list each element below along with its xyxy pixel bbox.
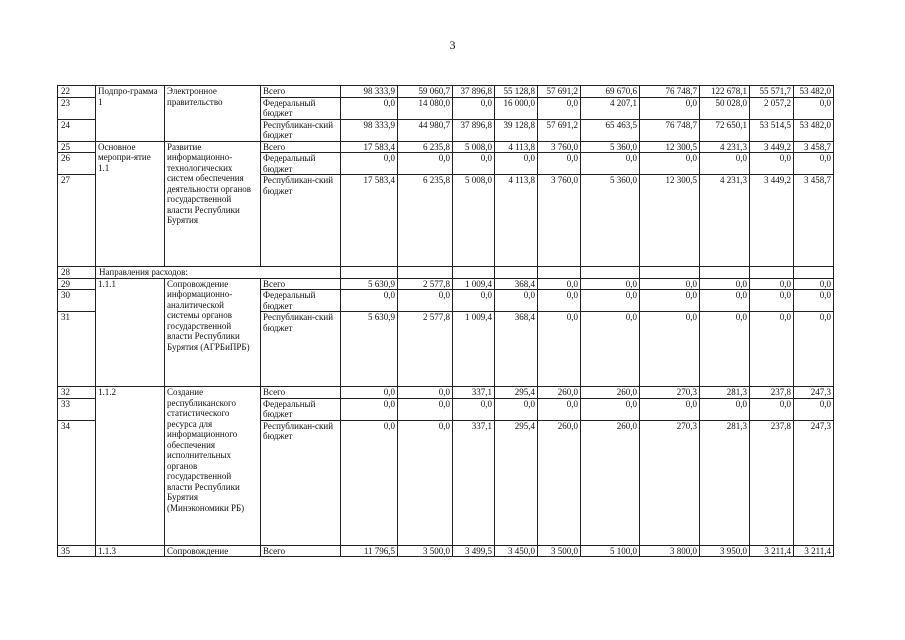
funding-source: Федеральный бюджет xyxy=(261,97,341,119)
amount-cell: 0,0 xyxy=(453,290,495,312)
amount-cell: 295,4 xyxy=(495,387,538,399)
budget-table xyxy=(57,85,834,557)
amount-cell: 3 458,7 xyxy=(794,141,834,153)
amount-cell: 0,0 xyxy=(640,97,700,119)
amount-cell: 2 577,8 xyxy=(398,278,453,290)
amount-cell: 0,0 xyxy=(341,420,398,545)
amount-cell: 281,3 xyxy=(700,420,750,545)
amount-cell: 53 482,0 xyxy=(794,86,834,98)
amount-cell: 0,0 xyxy=(398,398,453,420)
amount-cell: 0,0 xyxy=(341,290,398,312)
funding-source: Всего xyxy=(261,387,341,399)
amount-cell: 237,8 xyxy=(750,387,794,399)
section-heading: Направления расходов: xyxy=(96,267,341,279)
amount-cell: 237,8 xyxy=(750,420,794,545)
amount-cell: 3 800,0 xyxy=(640,545,700,557)
program-name: Сопровождение xyxy=(165,545,261,557)
amount-cell: 4 113,8 xyxy=(495,141,538,153)
row-number: 33 xyxy=(58,398,96,420)
amount-cell: 3 500,0 xyxy=(538,545,581,557)
amount-cell: 0,0 xyxy=(640,398,700,420)
amount-cell: 0,0 xyxy=(453,97,495,119)
amount-cell: 5 008,0 xyxy=(453,175,495,267)
empty-cell xyxy=(453,267,495,279)
amount-cell: 0,0 xyxy=(750,312,794,387)
funding-source: Республикан-ский бюджет xyxy=(261,175,341,267)
program-name: Развитие информационно-технологических систем обеспечения деятельности органов государственной власти Республики Бурятия xyxy=(165,141,261,267)
amount-cell: 295,4 xyxy=(495,420,538,545)
amount-cell: 57 691,2 xyxy=(538,119,581,141)
amount-cell: 0,0 xyxy=(794,278,834,290)
amount-cell: 247,3 xyxy=(794,420,834,545)
row-number: 27 xyxy=(58,175,96,267)
row-number: 30 xyxy=(58,290,96,312)
program-code: Основное меропри-ятие 1.1 xyxy=(96,141,165,267)
amount-cell: 0,0 xyxy=(453,153,495,175)
row-number: 25 xyxy=(58,141,96,153)
amount-cell: 14 080,0 xyxy=(398,97,453,119)
empty-cell xyxy=(640,267,700,279)
amount-cell: 69 670,6 xyxy=(581,86,640,98)
amount-cell: 12 300,5 xyxy=(640,141,700,153)
budget-table-body xyxy=(58,86,834,557)
amount-cell: 76 748,7 xyxy=(640,119,700,141)
amount-cell: 0,0 xyxy=(640,290,700,312)
amount-cell: 368,4 xyxy=(495,278,538,290)
amount-cell: 6 235,8 xyxy=(398,175,453,267)
amount-cell: 98 333,9 xyxy=(341,86,398,98)
amount-cell: 6 235,8 xyxy=(398,141,453,153)
empty-cell xyxy=(538,267,581,279)
table-row xyxy=(58,387,834,399)
amount-cell: 0,0 xyxy=(495,153,538,175)
row-number: 34 xyxy=(58,420,96,545)
amount-cell: 0,0 xyxy=(640,278,700,290)
amount-cell: 76 748,7 xyxy=(640,86,700,98)
amount-cell: 247,3 xyxy=(794,387,834,399)
amount-cell: 3 211,4 xyxy=(750,545,794,557)
amount-cell: 5 100,0 xyxy=(581,545,640,557)
amount-cell: 37 896,8 xyxy=(453,119,495,141)
row-number: 22 xyxy=(58,86,96,98)
row-number: 29 xyxy=(58,278,96,290)
funding-source: Всего xyxy=(261,278,341,290)
amount-cell: 0,0 xyxy=(538,398,581,420)
amount-cell: 0,0 xyxy=(581,312,640,387)
amount-cell: 281,3 xyxy=(700,387,750,399)
amount-cell: 270,3 xyxy=(640,420,700,545)
amount-cell: 0,0 xyxy=(700,312,750,387)
amount-cell: 3 449,2 xyxy=(750,175,794,267)
funding-source: Республикан-ский бюджет xyxy=(261,420,341,545)
amount-cell: 5 008,0 xyxy=(453,141,495,153)
amount-cell: 337,1 xyxy=(453,387,495,399)
program-name: Электронное правительство xyxy=(165,86,261,142)
amount-cell: 337,1 xyxy=(453,420,495,545)
amount-cell: 4 231,3 xyxy=(700,175,750,267)
amount-cell: 270,3 xyxy=(640,387,700,399)
amount-cell: 0,0 xyxy=(341,97,398,119)
amount-cell: 0,0 xyxy=(398,290,453,312)
empty-cell xyxy=(794,267,834,279)
row-number: 28 xyxy=(58,267,96,279)
amount-cell: 0,0 xyxy=(750,398,794,420)
amount-cell: 0,0 xyxy=(700,290,750,312)
page-number: 3 xyxy=(449,38,456,52)
empty-cell xyxy=(495,267,538,279)
amount-cell: 0,0 xyxy=(794,153,834,175)
amount-cell: 0,0 xyxy=(700,398,750,420)
table-row xyxy=(58,267,834,279)
amount-cell: 0,0 xyxy=(538,153,581,175)
amount-cell: 0,0 xyxy=(794,290,834,312)
amount-cell: 17 583,4 xyxy=(341,175,398,267)
amount-cell: 260,0 xyxy=(581,420,640,545)
amount-cell: 3 950,0 xyxy=(700,545,750,557)
empty-cell xyxy=(581,267,640,279)
amount-cell: 0,0 xyxy=(398,153,453,175)
amount-cell: 0,0 xyxy=(538,312,581,387)
amount-cell: 2 577,8 xyxy=(398,312,453,387)
amount-cell: 57 691,2 xyxy=(538,86,581,98)
amount-cell: 0,0 xyxy=(581,398,640,420)
funding-source: Республикан-ский бюджет xyxy=(261,312,341,387)
amount-cell: 3 458,7 xyxy=(794,175,834,267)
amount-cell: 72 650,1 xyxy=(700,119,750,141)
amount-cell: 3 449,2 xyxy=(750,141,794,153)
amount-cell: 12 300,5 xyxy=(640,175,700,267)
program-name: Сопровождение информационно-аналитической системы органов государственной власти Республики Бурятия (АГРБиПРБ) xyxy=(165,278,261,387)
row-number: 32 xyxy=(58,387,96,399)
amount-cell: 0,0 xyxy=(581,290,640,312)
amount-cell: 1 009,4 xyxy=(453,312,495,387)
program-code: 1.1.1 xyxy=(96,278,165,387)
amount-cell: 55 571,7 xyxy=(750,86,794,98)
funding-source: Федеральный бюджет xyxy=(261,290,341,312)
amount-cell: 0,0 xyxy=(794,97,834,119)
amount-cell: 368,4 xyxy=(495,312,538,387)
amount-cell: 0,0 xyxy=(700,153,750,175)
amount-cell: 0,0 xyxy=(750,290,794,312)
empty-cell xyxy=(341,267,398,279)
row-number: 31 xyxy=(58,312,96,387)
empty-cell xyxy=(750,267,794,279)
amount-cell: 3 500,0 xyxy=(398,545,453,557)
amount-cell: 0,0 xyxy=(495,290,538,312)
amount-cell: 53 514,5 xyxy=(750,119,794,141)
amount-cell: 0,0 xyxy=(341,398,398,420)
amount-cell: 5 360,0 xyxy=(581,141,640,153)
amount-cell: 260,0 xyxy=(538,387,581,399)
amount-cell: 0,0 xyxy=(538,97,581,119)
amount-cell: 0,0 xyxy=(581,153,640,175)
funding-source: Федеральный бюджет xyxy=(261,398,341,420)
amount-cell: 0,0 xyxy=(794,398,834,420)
amount-cell: 0,0 xyxy=(640,312,700,387)
amount-cell: 0,0 xyxy=(341,387,398,399)
amount-cell: 0,0 xyxy=(581,278,640,290)
amount-cell: 53 482,0 xyxy=(794,119,834,141)
table-row xyxy=(58,86,834,98)
table-row xyxy=(58,141,834,153)
amount-cell: 4 231,3 xyxy=(700,141,750,153)
amount-cell: 4 207,1 xyxy=(581,97,640,119)
program-code: Подпро-грамма 1 xyxy=(96,86,165,142)
amount-cell: 98 333,9 xyxy=(341,119,398,141)
table-row xyxy=(58,278,834,290)
amount-cell: 2 057,2 xyxy=(750,97,794,119)
amount-cell: 0,0 xyxy=(495,398,538,420)
amount-cell: 50 028,0 xyxy=(700,97,750,119)
amount-cell: 0,0 xyxy=(750,153,794,175)
program-code: 1.1.3 xyxy=(96,545,165,557)
amount-cell: 260,0 xyxy=(581,387,640,399)
amount-cell: 5 630,9 xyxy=(341,278,398,290)
amount-cell: 3 499,5 xyxy=(453,545,495,557)
amount-cell: 16 000,0 xyxy=(495,97,538,119)
amount-cell: 3 450,0 xyxy=(495,545,538,557)
amount-cell: 5 630,9 xyxy=(341,312,398,387)
amount-cell: 0,0 xyxy=(341,153,398,175)
row-number: 24 xyxy=(58,119,96,141)
amount-cell: 0,0 xyxy=(453,398,495,420)
amount-cell: 1 009,4 xyxy=(453,278,495,290)
amount-cell: 0,0 xyxy=(750,278,794,290)
amount-cell: 0,0 xyxy=(794,312,834,387)
amount-cell: 0,0 xyxy=(640,153,700,175)
empty-cell xyxy=(398,267,453,279)
amount-cell: 65 463,5 xyxy=(581,119,640,141)
row-number: 35 xyxy=(58,545,96,557)
amount-cell: 0,0 xyxy=(538,278,581,290)
amount-cell: 44 980,7 xyxy=(398,119,453,141)
amount-cell: 260,0 xyxy=(538,420,581,545)
amount-cell: 0,0 xyxy=(700,278,750,290)
amount-cell: 3 760,0 xyxy=(538,175,581,267)
funding-source: Всего xyxy=(261,141,341,153)
empty-cell xyxy=(700,267,750,279)
amount-cell: 39 128,8 xyxy=(495,119,538,141)
amount-cell: 4 113,8 xyxy=(495,175,538,267)
funding-source: Федеральный бюджет xyxy=(261,153,341,175)
amount-cell: 17 583,4 xyxy=(341,141,398,153)
funding-source: Республикан-ский бюджет xyxy=(261,119,341,141)
amount-cell: 122 678,1 xyxy=(700,86,750,98)
amount-cell: 59 060,7 xyxy=(398,86,453,98)
amount-cell: 3 760,0 xyxy=(538,141,581,153)
funding-source: Всего xyxy=(261,545,341,557)
amount-cell: 55 128,8 xyxy=(495,86,538,98)
amount-cell: 5 360,0 xyxy=(581,175,640,267)
amount-cell: 0,0 xyxy=(398,420,453,545)
amount-cell: 0,0 xyxy=(398,387,453,399)
row-number: 26 xyxy=(58,153,96,175)
amount-cell: 0,0 xyxy=(538,290,581,312)
program-name: Создание республиканского статистического ресурса для информационного обеспечения исполнительных органов государственной власти Республики Бурятия (Минэкономики РБ) xyxy=(165,387,261,546)
amount-cell: 3 211,4 xyxy=(794,545,834,557)
amount-cell: 37 896,8 xyxy=(453,86,495,98)
table-row xyxy=(58,545,834,557)
amount-cell: 11 796,5 xyxy=(341,545,398,557)
funding-source: Всего xyxy=(261,86,341,98)
row-number: 23 xyxy=(58,97,96,119)
program-code: 1.1.2 xyxy=(96,387,165,546)
